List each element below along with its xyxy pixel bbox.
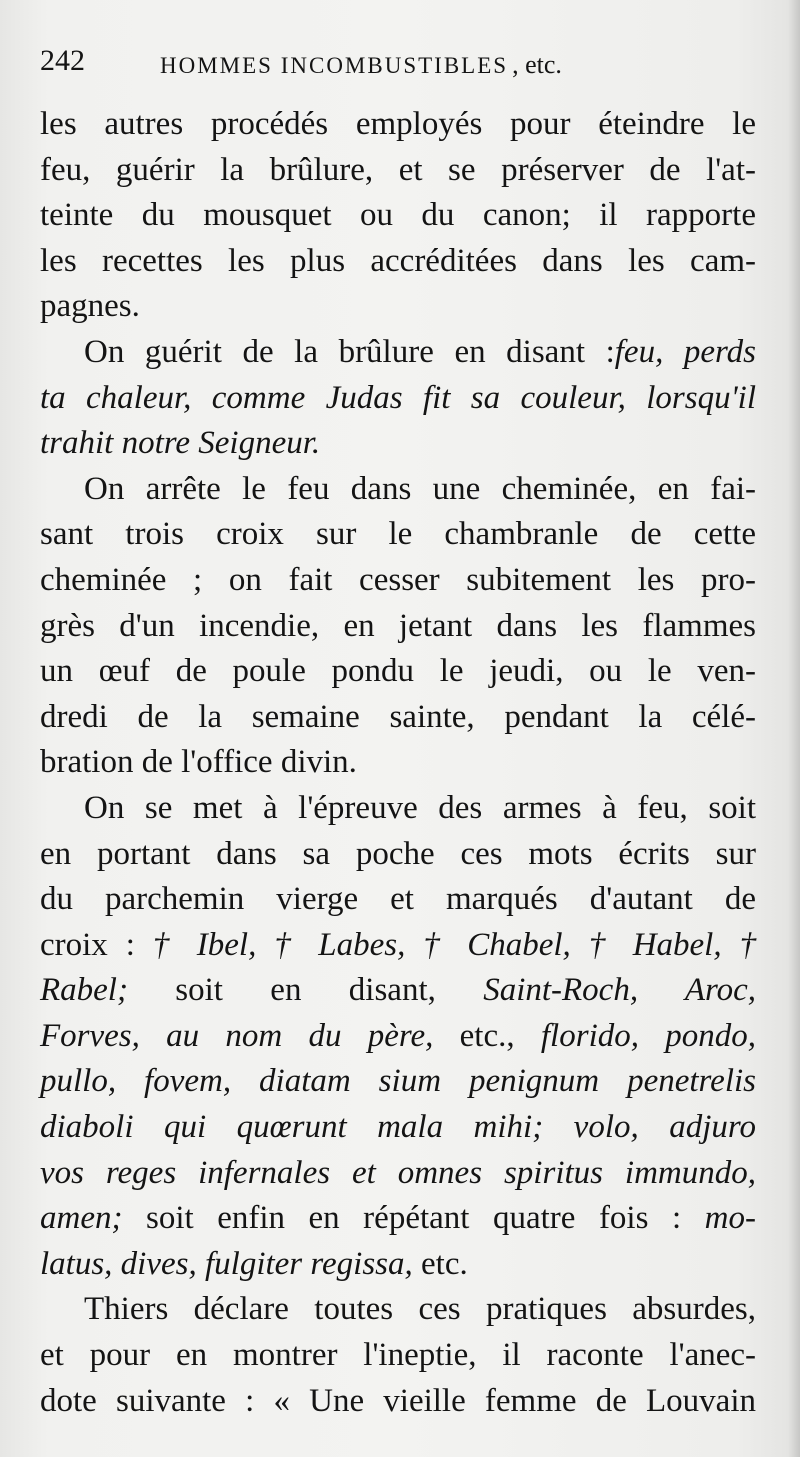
running-title-text: HOMMES INCOMBUSTIBLES <box>160 53 509 78</box>
text-run-italic: florido, pondo, <box>540 1017 756 1054</box>
text-run-italic: mo- <box>704 1200 756 1237</box>
text-line <box>40 923 756 969</box>
text-run: etc., <box>433 1017 541 1054</box>
text-line: un œuf de poule pondu le jeudi, ou le ven- <box>40 653 756 690</box>
text-line <box>40 1242 756 1288</box>
text-line: Thiers déclare toutes ces pratiques absurdes, <box>84 1291 756 1328</box>
text-line: On arrête le feu dans une cheminée, en fai- <box>84 470 756 507</box>
text-line: On se met à l'épreuve des armes à feu, soit <box>84 789 756 826</box>
text-line: pagnes. <box>40 288 140 325</box>
running-title-suffix: , etc. <box>512 50 562 79</box>
text-run: On guérit de la brûlure en disant : <box>84 333 615 370</box>
text-run: etc. <box>412 1245 468 1282</box>
text-line: feu, guérir la brûlure, et se préserver de l'at- <box>40 151 756 188</box>
text-line: vos reges infernales et omnes spiritus immundo, <box>40 1154 756 1191</box>
text-line: bration de l'office divin. <box>40 744 357 781</box>
text-line: et pour en montrer l'ineptie, il raconte l'anec- <box>40 1337 756 1374</box>
text-line <box>40 1014 756 1060</box>
text-line: dote suivante : « Une vieille femme de Louvain <box>40 1382 756 1419</box>
text-line: sant trois croix sur le chambranle de cette <box>40 516 756 553</box>
text-run-italic: feu, perds <box>614 333 756 370</box>
text-line: en portant dans sa poche ces mots écrits sur <box>40 835 756 872</box>
text-line: pullo, fovem, diatam sium penignum penetrelis <box>40 1063 756 1100</box>
text-line <box>40 330 756 376</box>
text-line: les recettes les plus accréditées dans les cam- <box>40 242 756 279</box>
text-line <box>40 968 756 1014</box>
text-run-italic: Rabel; <box>40 972 128 1009</box>
text-line: grès d'un incendie, en jetant dans les flammes <box>40 607 756 644</box>
text-line: ta chaleur, comme Judas fit sa couleur, lorsqu'il <box>40 379 756 416</box>
text-line: trahit notre Seigneur. <box>40 425 321 462</box>
text-run-italic: Saint-Roch, Aroc, <box>483 972 756 1009</box>
text-run-italic: latus, dives, fulgiter regissa, <box>40 1245 413 1282</box>
text-line: les autres procédés employés pour éteindre le <box>40 106 756 142</box>
text-run: croix : <box>40 926 153 963</box>
text-run: soit en disant, <box>127 972 484 1009</box>
text-line: du parchemin vierge et marqués d'autant de <box>40 881 756 918</box>
text-run: soit enfin en répétant quatre fois : <box>122 1200 705 1237</box>
text-run-italic: Forves, au nom du père, <box>40 1017 434 1054</box>
running-title <box>160 50 562 80</box>
text-line: diaboli qui quœrunt mala mihi; volo, adjuro <box>40 1109 756 1146</box>
text-run-italic: amen; <box>40 1200 123 1237</box>
text-line: dredi de la semaine sainte, pendant la célé- <box>40 698 756 735</box>
page-header <box>40 44 760 92</box>
text-line <box>40 1196 756 1242</box>
text-line: teinte du mousquet ou du canon; il rapporte <box>40 197 756 234</box>
page-number: 242 <box>40 44 85 77</box>
text-run-italic: † Ibel, † Labes, † Chabel, † Habel, † <box>152 926 756 963</box>
text-line: cheminée ; on fait cesser subitement les pro- <box>40 561 756 598</box>
body-text <box>40 102 756 1424</box>
